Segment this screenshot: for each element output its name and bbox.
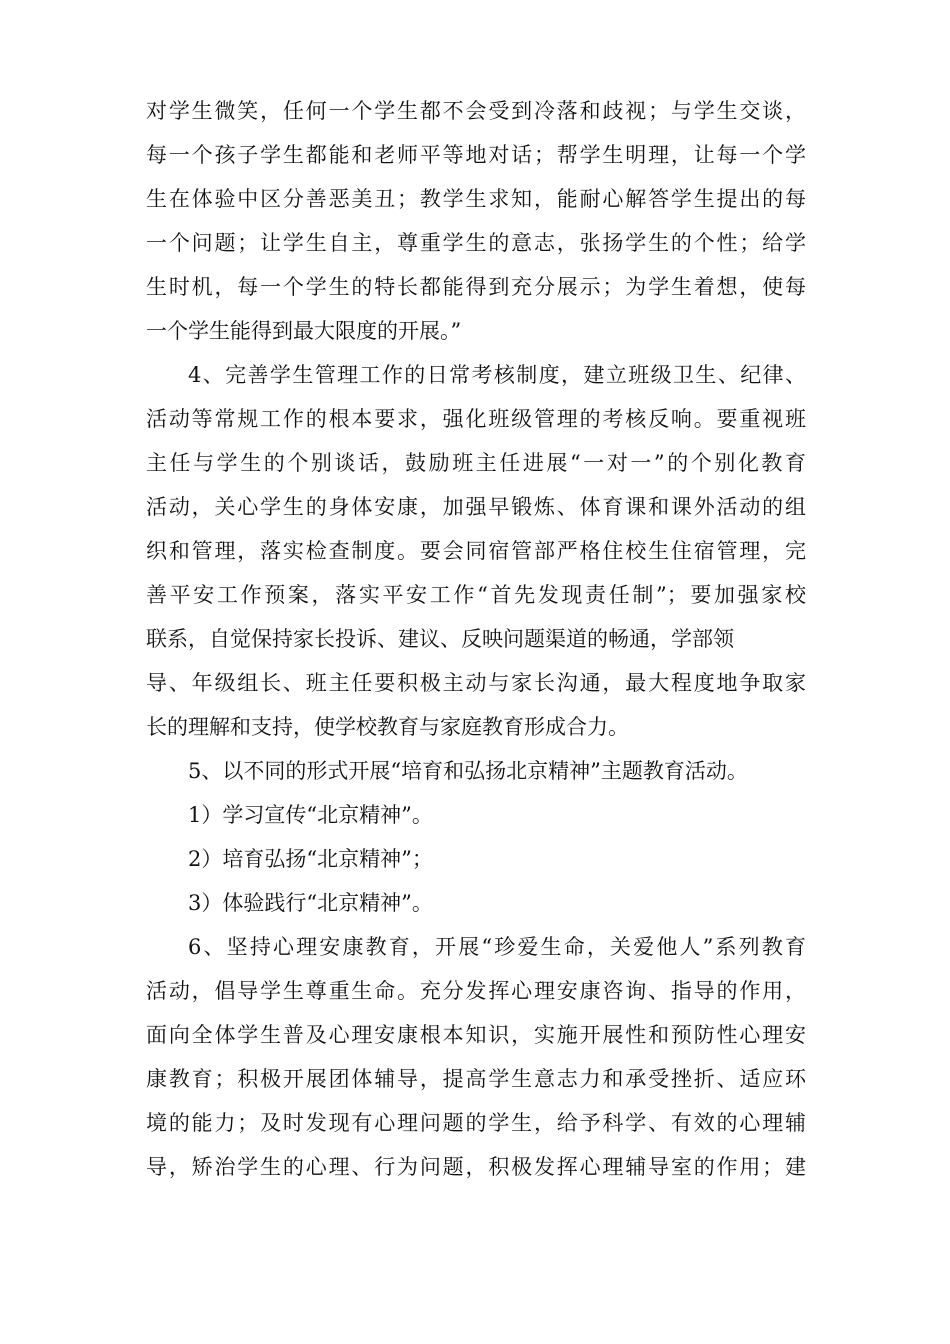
text-line: 一个问题；让学生自主，尊重学生的意志，张扬学生的个性；给学 (146, 231, 806, 255)
document-body (146, 89, 806, 1189)
text-line: 生在体验中区分善恶美丑；教学生求知，能耐心解答学生提出的每 (146, 187, 806, 211)
text-line: 1）学习宣传“北京精神”。 (188, 803, 433, 827)
text-line: 导、年级组长、班主任要积极主动与家长沟通，最大程度地争取家 (146, 671, 806, 695)
text-line: 每一个孩子学生都能和老师平等地对话；帮学生明理，让每一个学 (146, 143, 806, 167)
text-line: 对学生微笑，任何一个学生都不会受到冷落和歧视；与学生交谈， (146, 99, 806, 123)
text-line: 活动等常规工作的根本要求，强化班级管理的考核反响。要重视班 (146, 407, 806, 431)
text-line: 长的理解和支持，使学校教育与家庭教育形成合力。 (146, 715, 629, 739)
text-line: 康教育；积极开展团体辅导，提高学生意志力和承受挫折、适应环 (146, 1067, 806, 1091)
text-line: 活动，关心学生的身体安康，加强早锻炼、体育课和课外活动的组 (146, 495, 806, 519)
text-line: 导，矫治学生的心理、行为问题，积极发挥心理辅导室的作用；建 (146, 1155, 806, 1179)
text-line: 5、以不同的形式开展“培育和弘扬北京精神”主题教育活动。 (188, 759, 748, 783)
text-line: 6、坚持心理安康教育，开展“珍爱生命，关爱他人”系列教育 (188, 935, 806, 959)
text-line: 3）体验践行“北京精神”。 (188, 891, 433, 915)
text-line: 面向全体学生普及心理安康根本知识，实施开展性和预防性心理安 (146, 1023, 806, 1047)
text-line: 2）培育弘扬“北京精神”； (188, 847, 433, 871)
text-line: 境的能力；及时发现有心理问题的学生，给予科学、有效的心理辅 (146, 1111, 806, 1135)
text-line: 生时机，每一个学生的特长都能得到充分展示；为学生着想，使每 (146, 275, 806, 299)
text-line: 活动，倡导学生尊重生命。充分发挥心理安康咨询、指导的作用， (146, 979, 806, 1003)
text-line: 一个学生能得到最大限度的开展。” (146, 319, 462, 343)
text-line: 主任与学生的个别谈话，鼓励班主任进展“一对一”的个别化教育 (146, 451, 806, 475)
text-line: 善平安工作预案，落实平安工作“首先发现责任制”；要加强家校 (146, 583, 806, 607)
text-line: 织和管理，落实检查制度。要会同宿管部严格住校生住宿管理，完 (146, 539, 806, 563)
text-line: 联系，自觉保持家长投诉、建议、反映问题渠道的畅通，学部领 (146, 627, 734, 651)
text-line: 4、完善学生管理工作的日常考核制度，建立班级卫生、纪律、 (188, 363, 806, 387)
